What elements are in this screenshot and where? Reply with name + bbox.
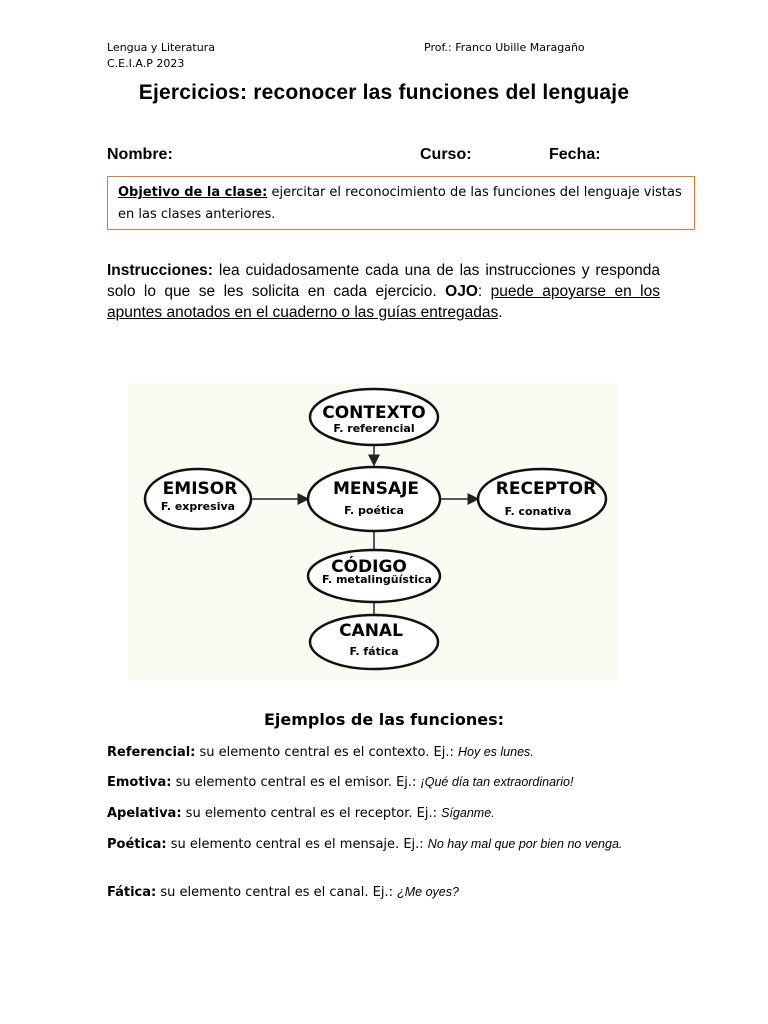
example-text: su elemento central es el contexto.: [199, 745, 430, 760]
example-quote: Hoy es lunes.: [458, 745, 534, 759]
node-codigo-function: F. metalingüística: [322, 573, 432, 586]
ojo-text: puede apoyarse en los apuntes anotados en el cuaderno o las guías entregadas: [107, 283, 660, 321]
node-emisor: [145, 469, 251, 529]
ojo-sep: :: [477, 283, 483, 300]
header-school: C.E.I.A.P 2023: [107, 57, 185, 70]
instructions-end: .: [498, 304, 503, 321]
node-codigo: [308, 550, 440, 602]
curso-label: Curso:: [420, 146, 472, 163]
examples-title: Ejemplos de las funciones:: [263, 710, 505, 729]
node-mensaje-title: MENSAJE: [332, 479, 420, 499]
example-referencial: [107, 742, 660, 763]
diagram-svg: [128, 383, 618, 681]
example-label: Emotiva:: [107, 775, 172, 790]
node-contexto-function: F. referencial: [333, 422, 415, 435]
objective-label: Objetivo de la clase:: [118, 185, 268, 200]
node-emisor-function: F. expresiva: [160, 500, 236, 513]
node-codigo-title: CÓDIGO: [331, 557, 407, 577]
example-ej: Ej.:: [403, 837, 424, 852]
example-label: Referencial:: [107, 745, 196, 760]
fecha-label: Fecha:: [549, 146, 601, 163]
page-title: Ejercicios: reconocer las funciones del lenguaje: [138, 81, 630, 104]
example-ej: Ej.:: [372, 885, 393, 900]
example-ej: Ej.:: [416, 806, 437, 821]
example-quote: ¡Qué día tan extraordinario!: [420, 775, 574, 789]
node-canal-function: F. fática: [349, 645, 399, 658]
example-label: Fática:: [107, 885, 157, 900]
example-poetica: [107, 834, 660, 855]
example-quote: ¿Me oyes?: [397, 885, 459, 899]
header-teacher: Prof.: Franco Ubille Maragaño: [424, 41, 585, 54]
example-label: Apelativa:: [107, 806, 182, 821]
node-contexto-title: CONTEXTO: [322, 403, 426, 423]
node-emisor-title: EMISOR: [162, 479, 238, 499]
instructions-label: Instrucciones:: [107, 262, 213, 279]
example-text: su elemento central es el receptor.: [185, 806, 413, 821]
example-apelativa: [107, 803, 660, 824]
example-label: Poética:: [107, 837, 167, 852]
objective-text: ejercitar el reconocimiento de las funciones del lenguaje vistas en las clases anteriores.: [118, 185, 682, 222]
example-text: su elemento central es el mensaje.: [170, 837, 400, 852]
node-receptor-title: RECEPTOR: [495, 479, 597, 499]
example-quote: Síganme.: [441, 806, 495, 820]
objective-box: [107, 176, 695, 230]
instructions-text: lea cuidadosamente cada una de las instrucciones y responda solo lo que se les solicita en cada ejercicio.: [107, 262, 660, 300]
example-quote: No hay mal que por bien no venga.: [427, 837, 623, 851]
communication-diagram: [128, 383, 618, 681]
node-receptor-function: F. conativa: [504, 505, 572, 518]
nombre-label: Nombre:: [107, 146, 173, 163]
instructions-paragraph: [107, 260, 660, 323]
node-receptor: [478, 469, 606, 529]
example-fatica: [107, 882, 660, 903]
header-subject: Lengua y Literatura: [107, 41, 215, 54]
example-text: su elemento central es el emisor.: [175, 775, 392, 790]
node-contexto: [310, 389, 438, 445]
example-ej: Ej.:: [433, 745, 454, 760]
node-mensaje-function: F. poética: [344, 504, 404, 517]
ojo-label: OJO: [445, 283, 478, 300]
node-mensaje: [308, 467, 440, 531]
example-text: su elemento central es el canal.: [160, 885, 369, 900]
node-canal-title: CANAL: [339, 621, 403, 641]
example-ej: Ej.:: [396, 775, 417, 790]
example-emotiva: [107, 772, 660, 793]
node-canal: [310, 615, 438, 669]
